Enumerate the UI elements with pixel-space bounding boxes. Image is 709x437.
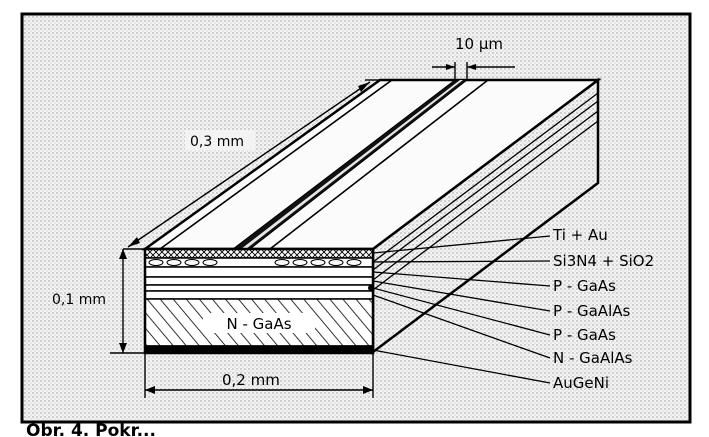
layer-p-gaalas [145,277,373,285]
layer-label: Ti + Au [553,226,608,244]
dim-height-label: 0,1 mm [52,292,106,308]
layer-label: P - GaAs [553,326,616,344]
dim-width-label: 0,2 mm [222,371,280,389]
layer-p-gaas-top [145,267,373,277]
dim-length-label: 0,3 mm [190,134,244,150]
caption-fragment: Obr. 4. Pokr... [26,421,156,437]
layer-ti-au [145,249,373,258]
layer-label: N - GaAlAs [553,349,633,367]
layer-label: Si3N4 + SiO2 [553,252,655,270]
layer-label: AuGeNi [553,374,610,392]
layer-label: P - GaAlAs [553,302,631,320]
layer-p-gaas-active [145,285,373,291]
substrate-label: N - GaAs [226,315,292,333]
layer-n-gaalas [145,291,373,299]
layer-label: P - GaAs [553,277,616,295]
dim-stripe-width-label: 10 µm [455,35,504,53]
